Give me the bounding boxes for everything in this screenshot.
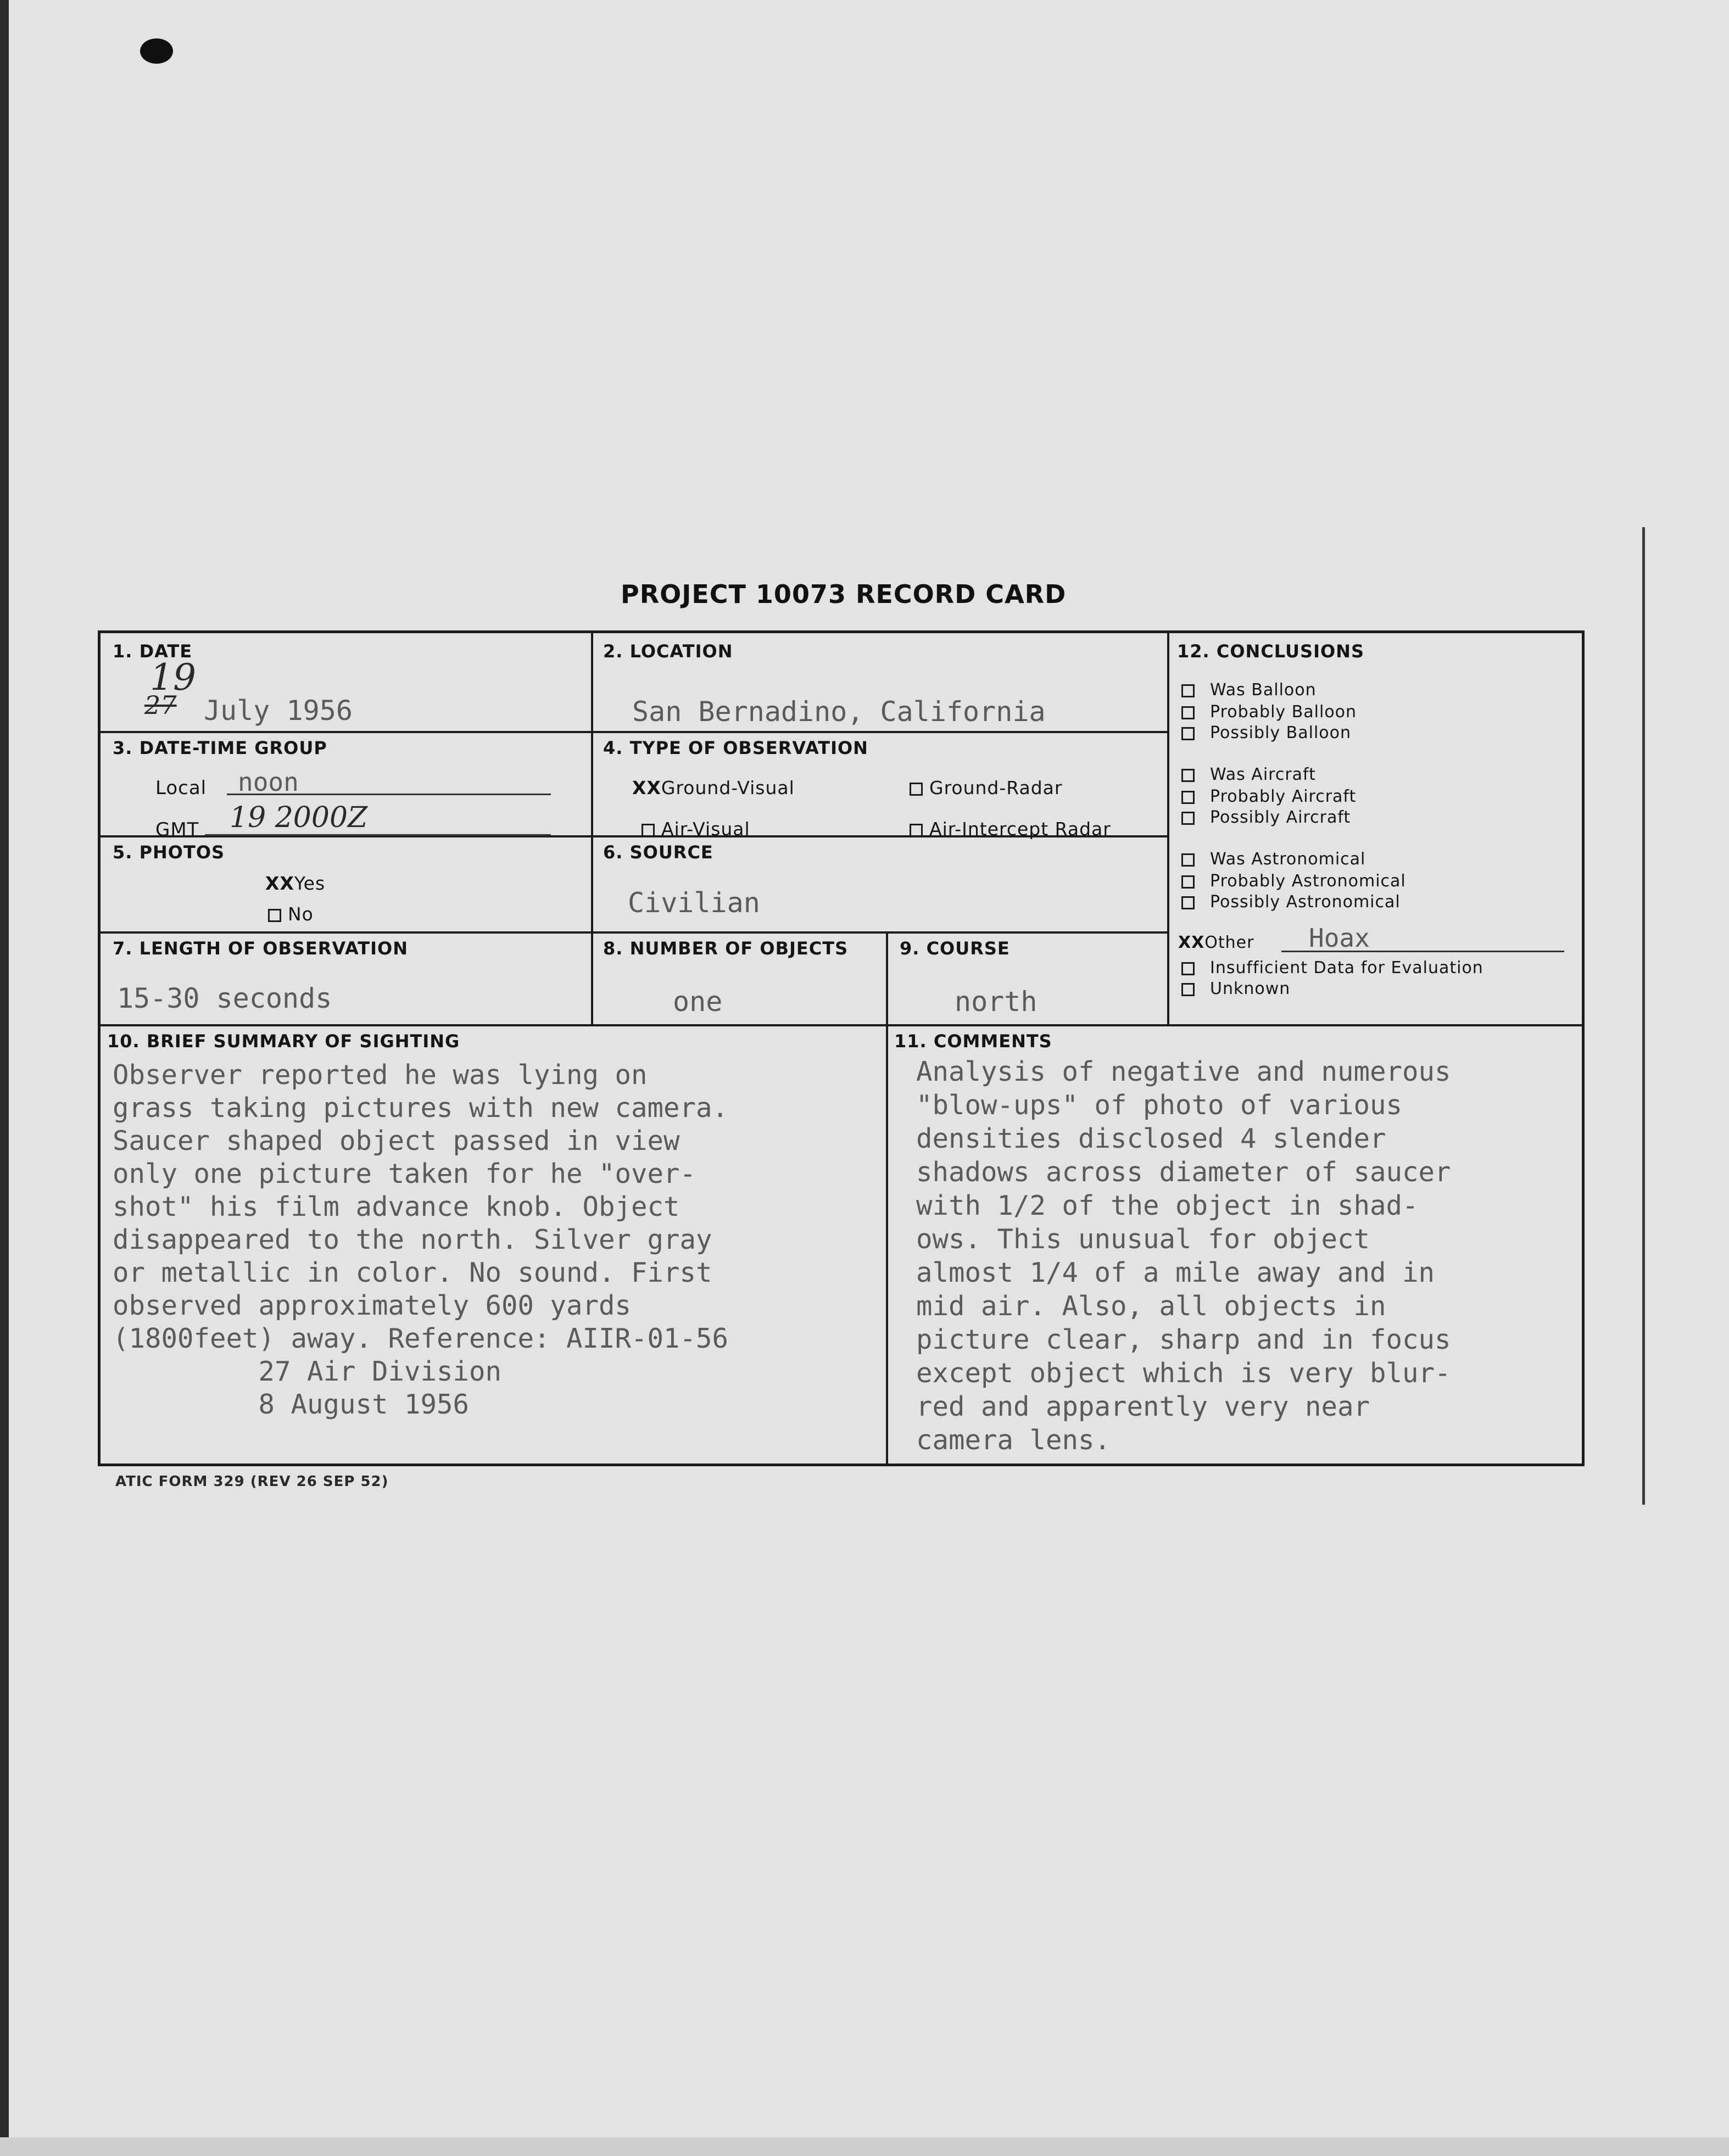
ground-radar-label: Ground-Radar [929,777,1063,798]
text-line: only one picture taken for he "over- [113,1158,696,1189]
gmt-label: GMT [155,819,199,841]
rule-row4 [101,1024,1582,1026]
source-value: Civilian [628,887,760,919]
concl-label: Was Balloon [1210,680,1317,700]
checkbox [1181,706,1195,719]
photos-no [268,903,314,925]
text-line: mid air. Also, all objects in [916,1291,1386,1322]
rule-col-8-9 [886,931,888,1464]
location-label: 2. LOCATION [603,641,733,662]
date-day-handwritten: 19 [150,656,196,699]
option-ground-radar [910,777,1062,798]
concl-label: Possibly Aircraft [1210,808,1351,827]
photos-label: 5. PHOTOS [113,842,225,863]
concl-unknown [1181,979,1290,998]
option-air-intercept [910,818,1111,840]
concl-other [1178,933,1254,952]
concl-was-aircraft [1181,765,1316,784]
length-label: 7. LENGTH OF OBSERVATION [113,938,408,959]
ground-visual-label: Ground-Visual [661,777,795,798]
checkbox [1181,983,1195,996]
checkbox [1181,875,1195,889]
concl-label: Unknown [1210,979,1291,998]
photos-yes-mark: XX [265,873,294,894]
text-line: Analysis of negative and numerous [916,1056,1451,1087]
concl-possibly-aircraft [1181,808,1351,827]
checkbox [1181,853,1195,867]
objects-value: one [673,986,723,1018]
date-day-struck: 27 [144,690,177,720]
text-line: camera lens. [916,1425,1111,1456]
observation-type-label: 4. TYPE OF OBSERVATION [603,738,868,758]
rule-col-mid [591,633,593,1024]
conclusions-label: 12. CONCLUSIONS [1177,641,1364,662]
concl-probably-balloon [1181,702,1357,722]
concl-possibly-balloon [1181,723,1351,742]
concl-label: Possibly Balloon [1210,723,1351,742]
text-line: except object which is very blur- [916,1358,1451,1389]
text-line: shot" his film advance knob. Object [113,1191,680,1222]
comments-label: 11. COMMENTS [894,1031,1052,1052]
text-line: "blow-ups" of photo of various [916,1090,1403,1121]
air-intercept-label: Air-Intercept Radar [929,818,1111,840]
concl-probably-aircraft [1181,787,1356,806]
option-air-visual [642,818,750,840]
gmt-underline [205,834,551,836]
concl-label: Probably Astronomical [1210,872,1406,891]
photos-no-label: No [288,903,314,925]
concl-label: Probably Aircraft [1210,787,1357,806]
concl-possibly-astronomical [1181,892,1401,912]
rule-row3 [101,931,1167,934]
course-value: north [955,986,1038,1018]
checkbox [1181,769,1195,782]
concl-was-astronomical [1181,850,1365,869]
concl-label: Was Astronomical [1210,850,1366,869]
text-line: Observer reported he was lying on [113,1059,648,1091]
scan-margin-rule [1642,527,1645,1505]
text-line: picture clear, sharp and in focus [916,1324,1451,1355]
text-line: 8 August 1956 [113,1389,470,1420]
air-visual-checkbox [642,824,655,837]
concl-was-balloon [1181,680,1317,700]
scan-edge-left [0,0,9,2156]
local-label: Local [155,777,207,799]
checkbox [1181,727,1195,740]
date-label: 1. DATE [113,641,193,662]
text-line: densities disclosed 4 slender [916,1123,1386,1154]
concl-label: Was Aircraft [1210,765,1316,784]
other-checked-mark: XX [1178,933,1205,952]
text-line: (1800feet) away. Reference: AIIR-01-56 [113,1323,729,1354]
ink-blot [140,38,173,64]
text-line: or metallic in color. No sound. First [113,1257,712,1288]
air-intercept-checkbox [910,824,923,837]
checkbox [1181,962,1195,975]
other-label: Other [1204,933,1254,952]
text-line: observed approximately 600 yards [113,1290,632,1321]
card-title: PROJECT 10073 RECORD CARD [621,579,1067,609]
concl-label: Insufficient Data for Evaluation [1210,958,1483,978]
checkbox [1181,896,1195,909]
source-label: 6. SOURCE [603,842,713,863]
ground-visual-checked-mark: XX [632,777,661,798]
option-ground-visual [632,777,795,798]
objects-label: 8. NUMBER OF OBJECTS [603,938,849,959]
checkbox [1181,684,1195,697]
gmt-value: 19 2000Z [230,801,368,834]
photos-yes [265,873,325,894]
text-line: disappeared to the north. Silver gray [113,1224,712,1255]
text-line: grass taking pictures with new camera. [113,1092,729,1124]
length-value: 15-30 seconds [117,982,332,1014]
concl-label: Probably Balloon [1210,702,1357,722]
other-value: Hoax [1309,923,1370,953]
text-line: 27 Air Division [113,1356,502,1387]
location-value: San Bernadino, California [632,696,1046,728]
record-card [98,630,1585,1466]
course-label: 9. COURSE [900,938,1010,959]
photos-yes-label: Yes [294,873,326,894]
local-value: noon [238,767,299,797]
datetime-label: 3. DATE-TIME GROUP [113,738,327,758]
rule-row1 [101,731,1167,733]
checkbox [1181,812,1195,825]
text-line: with 1/2 of the object in shad- [916,1190,1419,1221]
concl-label: Possibly Astronomical [1210,892,1401,912]
text-line: almost 1/4 of a mile away and in [916,1257,1435,1288]
photos-no-checkbox [268,909,281,922]
text-line: Saucer shaped object passed in view [113,1125,680,1157]
air-visual-label: Air-Visual [661,818,750,840]
checkbox [1181,791,1195,804]
scan-edge-bottom [0,2137,1729,2156]
summary-label: 10. BRIEF SUMMARY OF SIGHTING [107,1031,460,1052]
date-value: July 1956 [204,695,353,727]
form-footer: ATIC FORM 329 (REV 26 SEP 52) [115,1473,389,1490]
text-line: ows. This unusual for object [916,1224,1370,1255]
ground-radar-checkbox [910,783,923,796]
concl-insufficient [1181,958,1483,978]
text-line: shadows across diameter of saucer [916,1157,1451,1188]
rule-col-conclusions [1167,633,1169,1024]
concl-probably-astronomical [1181,872,1406,891]
text-line: red and apparently very near [916,1391,1370,1422]
